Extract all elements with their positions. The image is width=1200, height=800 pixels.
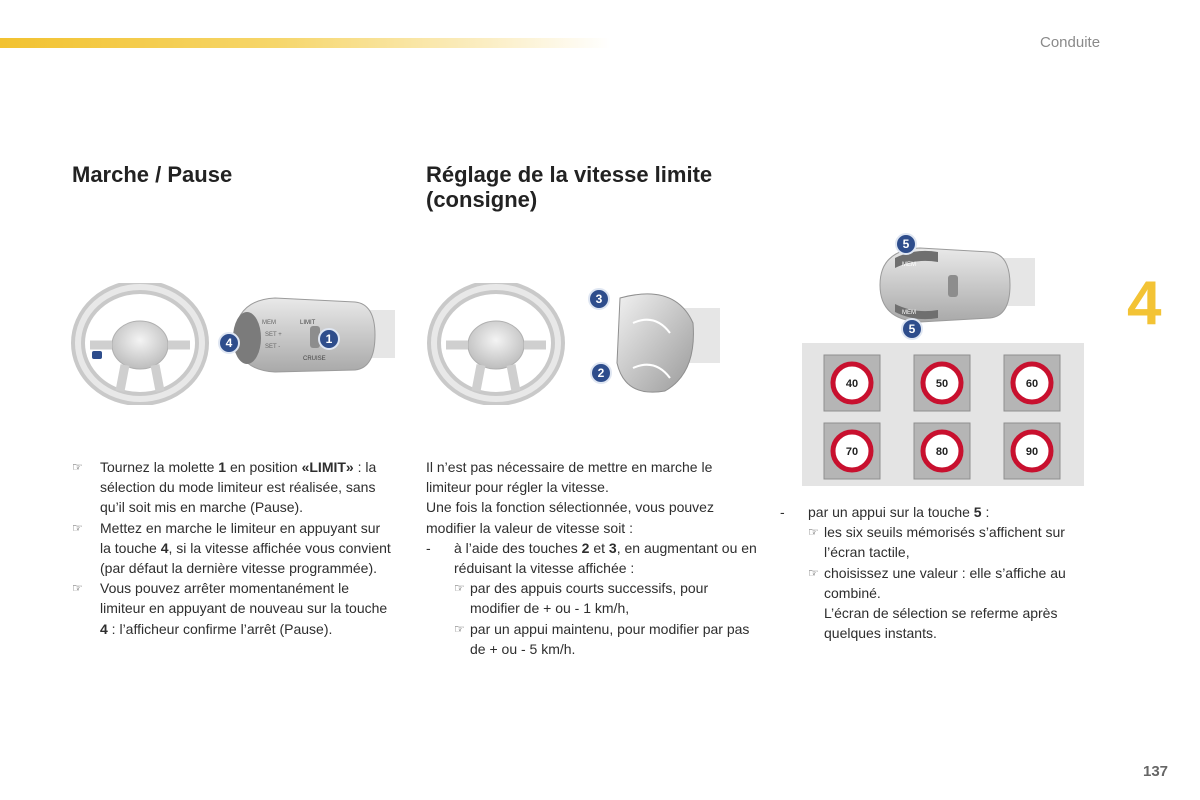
paragraph: Une fois la fonction sélectionnée, vous pouvez modifier la valeur de vitesse soit :	[426, 499, 714, 536]
label-limit: LIMIT	[300, 320, 316, 326]
label-mem: MEM	[262, 320, 276, 326]
svg-text:4: 4	[225, 336, 233, 350]
label-cruise: CRUISE	[303, 356, 326, 362]
list-item: ☞ choisissez une valeur : elle s’affiche au combiné. L’écran de sélection se referme après quelques instants.	[808, 563, 1110, 644]
text-column-left	[72, 457, 392, 639]
pointer-bullet-icon: ☞	[72, 520, 83, 535]
svg-text:5: 5	[902, 237, 910, 251]
chapter-number: 4	[1127, 269, 1162, 338]
svg-text:3: 3	[595, 292, 603, 306]
closing-note: L’écran de sélection se referme après quelques instants.	[824, 605, 1058, 642]
figure-speed-buttons	[585, 283, 720, 398]
pointer-bullet-icon: ☞	[454, 581, 465, 596]
list-item: ☞ par un appui maintenu, pour modifier par pas de + ou - 5 km/h.	[454, 620, 750, 657]
list-item: ☞ Mettez en marche le limiteur en appuyant sur la touche 4, si la vitesse affichée vous convient (par défaut la dernière vitesse programmée).	[72, 519, 391, 577]
speed-sign-value: 70	[845, 446, 859, 458]
callouts-left	[215, 325, 345, 357]
list-item: ☞ Vous pouvez arrêter momentanément le limiteur en appuyant de nouveau sur la touche 4 : l’afficheur confirme l’arrêt (Pause).	[72, 580, 388, 637]
section-title-marche-pause: Marche / Pause	[72, 162, 233, 187]
list-item: ☞ par des appuis courts successifs, pour modifier de + ou - 1 km/h,	[454, 580, 709, 617]
svg-text:1: 1	[325, 332, 333, 346]
speed-sign-value: 40	[845, 378, 859, 390]
pointer-bullet-icon: ☞	[808, 565, 819, 580]
text-column-middle	[426, 457, 761, 659]
pointer-bullet-icon: ☞	[454, 621, 465, 636]
speed-sign-value: 80	[935, 446, 949, 458]
dash-item: - par un appui sur la touche 5 : ☞ les six seuils mémorisés s’affichent sur l’écran tactile, ☞ choisissez une valeur : elle s’affiche au combiné. L’écran de sélection se referme après quelques instants.	[780, 502, 1110, 643]
dash-item: - à l’aide des touches 2 et 3, en augmentant ou en réduisant la vitesse affichée : ☞ par des appuis courts successifs, pour modifier de + ou - 1 km/h, ☞ par un appui maintenu, pour modifier par pas de + ou - 5 km/h.	[426, 538, 761, 659]
header-accent-bar	[0, 38, 610, 48]
pointer-bullet-icon: ☞	[72, 581, 83, 596]
svg-text:5: 5	[908, 322, 916, 336]
figure-mem-stalk	[860, 230, 1035, 342]
pointer-bullet-icon: ☞	[72, 460, 83, 474]
speed-sign-value: 50	[935, 378, 949, 390]
pointer-bullet-icon: ☞	[808, 525, 819, 540]
page-number: 137	[1143, 763, 1169, 780]
text-column-right	[780, 502, 1110, 643]
svg-text:MEM: MEM	[902, 310, 916, 316]
speed-sign-value: 60	[1025, 378, 1039, 390]
paragraph: Il n’est pas nécessaire de mettre en marche le limiteur pour régler la vitesse.	[426, 459, 713, 496]
section-title-reglage-vitesse: Réglage de la vitesse limite (consigne)	[426, 162, 713, 212]
label-set-plus: SET +	[265, 332, 282, 338]
svg-text:2: 2	[597, 366, 605, 380]
speed-selection-panel	[802, 343, 1084, 486]
svg-text:MEM: MEM	[902, 262, 916, 268]
list-item: ☞ Tournez la molette 1 en position «LIMIT» : la sélection du mode limiteur est réalisée, sans qu’il soit mis en marche (Pause).	[72, 459, 377, 516]
speed-sign-value: 90	[1025, 446, 1039, 458]
list-item: ☞ les six seuils mémorisés s’affichent sur l’écran tactile,	[808, 524, 1065, 561]
figure-steering-wheel-left	[70, 283, 210, 405]
section-label: Conduite	[1040, 34, 1101, 51]
figure-steering-wheel-middle	[426, 283, 566, 405]
label-set-minus: SET -	[265, 344, 281, 350]
